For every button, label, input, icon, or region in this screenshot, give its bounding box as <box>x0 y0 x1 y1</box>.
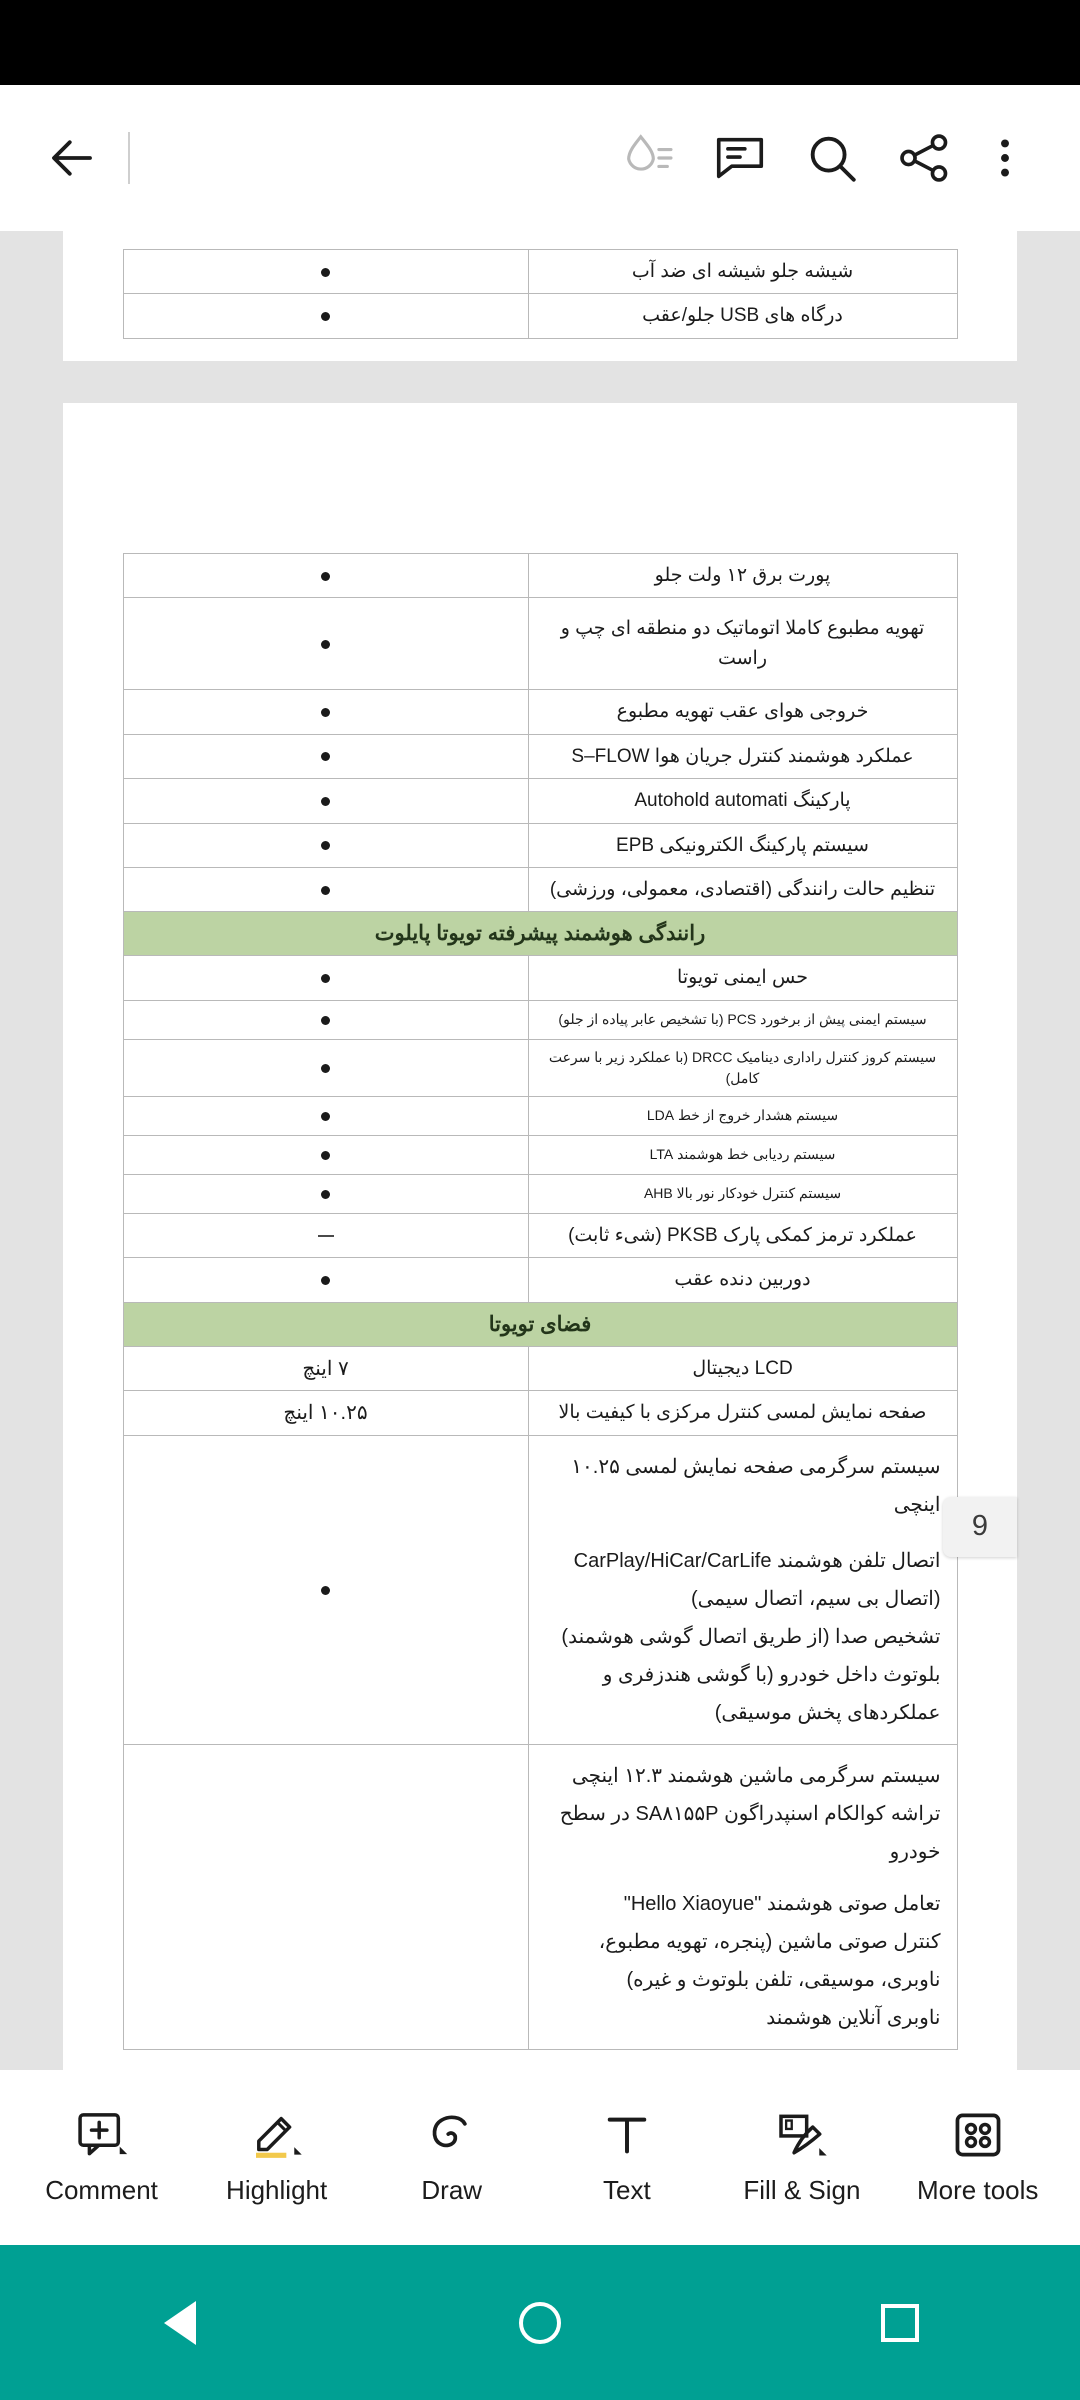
table-row <box>123 734 957 778</box>
multiline-1: سیستم سرگرمی ماشین هوشمند ۱۲.۳ اینچی <box>571 1764 941 1787</box>
table-cell-value <box>123 1039 528 1096</box>
table-cell-value: ۷ اینچ <box>123 1346 528 1390</box>
table-row <box>123 1391 957 1435</box>
overflow-menu-icon <box>980 133 1030 183</box>
table-cell-value <box>123 734 528 778</box>
table-row <box>123 294 957 338</box>
search-button[interactable] <box>786 112 878 204</box>
multiline-1: سیستم سرگرمی صفحه نمایش لمسی ۱۰.۲۵ اینچی <box>571 1455 941 1516</box>
bullet-dot <box>321 640 330 649</box>
bullet-dot <box>321 886 330 895</box>
fill-sign-tool-glyph <box>774 2103 830 2163</box>
bullet-dot <box>321 1586 330 1595</box>
table-row <box>123 553 957 597</box>
nav-recents-square-icon <box>881 2304 919 2342</box>
dash-mark <box>318 1235 334 1237</box>
table-cell-value <box>123 1174 528 1213</box>
spec-table-previous-body <box>123 250 957 339</box>
table-cell-label: عملکرد ترمز کمکی پارک PKSB (شیء ثابت) <box>528 1213 957 1257</box>
table-cell-label-multiline <box>528 1435 957 1744</box>
status-bar <box>0 0 1080 85</box>
table-cell-value <box>123 867 528 911</box>
fill-sign-icon <box>774 2107 830 2163</box>
table-section-header <box>123 1302 957 1346</box>
bullet-dot <box>321 1016 330 1025</box>
top-app-bar <box>0 85 1080 231</box>
text-tool-glyph <box>599 2103 655 2163</box>
tool-label: Highlight <box>226 2175 328 2205</box>
multiline-2: تراشه کوالکام اسنپدراگون SA۸۱۵۵P در سطح خودرو <box>559 1802 941 1863</box>
table-row <box>123 1135 957 1174</box>
bullet-dot <box>321 1276 330 1285</box>
table-cell-label: سیستم کروز کنترل راداری دینامیک DRCC (با عملکرد زیر با سرعت کامل) <box>528 1039 957 1096</box>
tool-highlight[interactable] <box>217 2103 337 2206</box>
table-row <box>123 779 957 823</box>
nav-recents-button[interactable] <box>840 2263 960 2383</box>
multiline-2: اتصال تلفن هوشمند CarPlay/HiCar/CarLife (اتصال بی سیم، اتصال سیمی) <box>573 1549 941 1610</box>
table-cell-label: صفحه نمایش لمسی کنترل مرکزی با کیفیت بالا <box>528 1391 957 1435</box>
table-cell-label: حس ایمنی تویوتا <box>528 956 957 1000</box>
comment-icon <box>74 2107 130 2163</box>
tool-draw[interactable] <box>392 2103 512 2206</box>
toolbar-divider <box>128 132 130 184</box>
highlight-tool-glyph <box>249 2103 305 2163</box>
multiline-spacer <box>545 1871 941 1885</box>
table-cell-label: خروجی هوای عقب تهویه مطبوع <box>528 690 957 734</box>
table-cell-value <box>123 1744 528 2049</box>
tool-text[interactable] <box>567 2103 687 2206</box>
table-cell-label: دوربین دنده عقب <box>528 1258 957 1302</box>
tool-label: Draw <box>421 2175 483 2205</box>
table-cell-value <box>123 1135 528 1174</box>
bullet-dot <box>321 572 330 581</box>
draw-icon <box>424 2107 480 2163</box>
spec-table-previous <box>123 249 958 339</box>
search-icon <box>803 129 861 187</box>
comment-tool-glyph <box>74 2103 130 2163</box>
table-cell-label-multiline <box>528 1744 957 2049</box>
table-row <box>123 1096 957 1135</box>
page-separator <box>0 361 1080 403</box>
table-cell-label: سیستم کنترل خودکار نور بالا AHB <box>528 1174 957 1213</box>
spec-table-current <box>123 553 958 2050</box>
table-row <box>123 598 957 690</box>
tool-label: Fill & Sign <box>743 2175 861 2205</box>
tool-label: Text <box>602 2175 651 2205</box>
bullet-dot <box>321 1190 330 1199</box>
table-row <box>123 956 957 1000</box>
comment-icon <box>711 129 769 187</box>
bullet-dot <box>321 1064 330 1073</box>
multiline-4: کنترل صوتی ماشین (پنجره، تهویه مطبوع، ناوبری، موسیقی، تلفن بلوتوث و غیره) <box>598 1930 941 1991</box>
tool-label: Comment <box>45 2175 158 2205</box>
table-cell-label: عملکرد هوشمند کنترل جریان هوا S–FLOW <box>528 734 957 778</box>
table-cell-label: پارکینگ Autohold automati <box>528 779 957 823</box>
table-cell-value <box>123 598 528 690</box>
table-cell-label: پورت برق ۱۲ ولت جلو <box>528 553 957 597</box>
bullet-dot <box>321 797 330 806</box>
bullet-dot <box>321 1151 330 1160</box>
bullet-dot <box>321 312 330 321</box>
section-title: رانندگی هوشمند پیشرفته تویوتا پایلوت <box>123 912 957 956</box>
table-cell-label: تنظیم حالت رانندگی (اقتصادی، معمولی، ورزشی) <box>528 867 957 911</box>
table-row <box>123 867 957 911</box>
nav-back-button[interactable] <box>120 2263 240 2383</box>
table-row <box>123 1435 957 1744</box>
text-icon <box>599 2107 655 2163</box>
bullet-dot <box>321 268 330 277</box>
table-cell-label: سیستم ایمنی پیش از برخورد PCS (با تشخیص عابر پیاده از جلو) <box>528 1000 957 1039</box>
tool-label: More tools <box>917 2175 1039 2205</box>
table-cell-label: سیستم ردیابی خط هوشمند LTA <box>528 1135 957 1174</box>
nav-back-triangle-icon <box>164 2301 196 2345</box>
bullet-dot <box>321 841 330 850</box>
nav-home-circle-icon <box>519 2302 561 2344</box>
table-cell-value: ۱۰.۲۵ اینچ <box>123 1391 528 1435</box>
table-cell-value <box>123 1258 528 1302</box>
table-row <box>123 1346 957 1390</box>
table-cell-value <box>123 779 528 823</box>
multiline-5: ناوبری آنلاین هوشمند <box>766 2006 941 2029</box>
bullet-dot <box>321 708 330 717</box>
comment-button[interactable] <box>694 112 786 204</box>
back-button[interactable] <box>40 126 104 190</box>
table-cell-value <box>123 250 528 294</box>
arrow-left-icon <box>45 131 99 185</box>
table-cell-value <box>123 1213 528 1257</box>
multiline-3: تعامل صوتی هوشمند "Hello Xiaoyue" <box>623 1892 941 1915</box>
table-cell-label: درگاه های USB جلو/عقب <box>528 294 957 338</box>
bottom-toolbar <box>0 2070 1080 2245</box>
table-cell-value <box>123 553 528 597</box>
android-nav-bar <box>0 2245 1080 2400</box>
multiline-4: بلوتوث داخل خودرو (با گوشی هندزفری و عملکردهای پخش موسیقی) <box>602 1663 941 1724</box>
table-cell-label: تهویه مطبوع کاملا اتوماتیک دو منطقه ای چپ و راست <box>528 598 957 690</box>
overflow-menu-button[interactable] <box>970 112 1040 204</box>
draw-tool-glyph <box>424 2103 480 2163</box>
table-row <box>123 1213 957 1257</box>
table-cell-label: سیستم پارکینگ الکترونیکی EPB <box>528 823 957 867</box>
table-cell-value <box>123 956 528 1000</box>
table-cell-label: LCD دیجیتال <box>528 1346 957 1390</box>
table-cell-label: شیشه جلو شیشه ای ضد آب <box>528 250 957 294</box>
bullet-dot <box>321 1112 330 1121</box>
share-icon <box>895 129 953 187</box>
section-title: فضای تویوتا <box>123 1302 957 1346</box>
tool-comment[interactable] <box>42 2103 162 2206</box>
night-mode-icon <box>619 129 677 187</box>
table-cell-value <box>123 294 528 338</box>
table-section-header <box>123 912 957 956</box>
highlight-icon <box>249 2107 305 2163</box>
table-row <box>123 1744 957 2049</box>
table-cell-value <box>123 823 528 867</box>
table-cell-value <box>123 1096 528 1135</box>
table-row <box>123 1258 957 1302</box>
table-row <box>123 690 957 734</box>
tool-fill-sign[interactable] <box>742 2103 862 2206</box>
tool-more-tools[interactable] <box>917 2103 1038 2206</box>
more-tools-glyph <box>950 2103 1006 2163</box>
table-cell-label: سیستم هشدار خروج از خط LDA <box>528 1096 957 1135</box>
table-cell-value <box>123 1000 528 1039</box>
bullet-dot <box>321 752 330 761</box>
more-tools-icon <box>950 2107 1006 2163</box>
share-button[interactable] <box>878 112 970 204</box>
page-number-badge: 9 <box>943 1497 1017 1557</box>
table-row <box>123 1174 957 1213</box>
table-row <box>123 823 957 867</box>
table-row <box>123 1039 957 1096</box>
table-row <box>123 250 957 294</box>
nav-home-button[interactable] <box>480 2263 600 2383</box>
spec-table-current-body <box>123 553 957 2049</box>
table-cell-value <box>123 1435 528 1744</box>
pdf-viewer[interactable] <box>0 231 1080 2070</box>
multiline-3: تشخیص صدا (از طریق اتصال گوشی هوشمند) <box>561 1625 941 1648</box>
table-row <box>123 1000 957 1039</box>
multiline-spacer <box>545 1524 941 1542</box>
document-page-current <box>63 403 1017 2070</box>
table-cell-value <box>123 690 528 734</box>
bullet-dot <box>321 974 330 983</box>
night-mode-button[interactable] <box>602 112 694 204</box>
document-page-previous <box>63 231 1017 361</box>
